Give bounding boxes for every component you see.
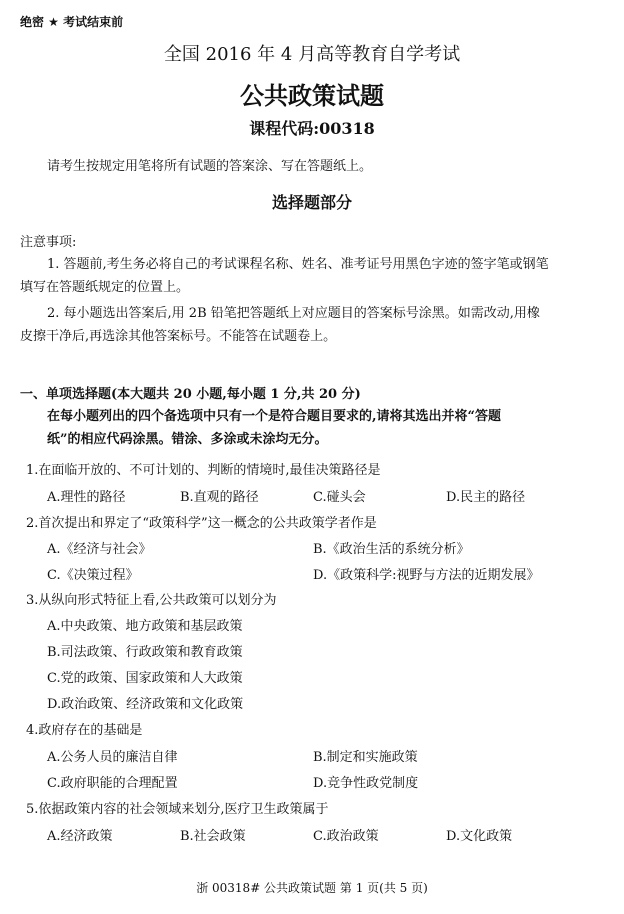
question-5-stem: 5.依据政策内容的社会领域来划分,医疗卫生政策属于 xyxy=(26,802,329,817)
part-one-desc: 在每小题列出的四个备选项中只有一个是符合题目要求的,请将其选出并将“答题 xyxy=(47,409,502,424)
question-1-option-a: A.理性的路径 xyxy=(47,490,126,505)
question-5-option-d: D.文化政策 xyxy=(446,829,513,844)
question-3-stem: 3.从纵向形式特征上看,公共政策可以划分为 xyxy=(26,593,277,608)
question-2-stem: 2.首次提出和界定了“政策科学”这一概念的公共政策学者作是 xyxy=(26,516,377,531)
question-1-stem: 1.在面临开放的、不可计划的、判断的情境时,最佳决策路径是 xyxy=(26,463,381,478)
secret-mark: 绝密 ★ 考试结束前 xyxy=(20,15,124,29)
question-5-option-a: A.经济政策 xyxy=(47,829,113,844)
course-code: 课程代码:00318 xyxy=(249,119,375,138)
subject-title: 公共政策试题 xyxy=(240,81,384,110)
page-footer: 浙 00318# 公共政策试题 第 1 页(共 5 页) xyxy=(196,881,428,895)
question-2-option-c: C.《决策过程》 xyxy=(47,568,139,583)
instruction: 请考生按规定用笔将所有试题的答案涂、写在答题纸上。 xyxy=(47,159,373,174)
question-5-option-b: B.社会政策 xyxy=(180,829,246,844)
question-4-stem: 4.政府存在的基础是 xyxy=(26,723,143,738)
question-1-option-b: B.直观的路径 xyxy=(180,490,259,505)
question-1-option-d: D.民主的路径 xyxy=(446,490,526,505)
question-4-option-a: A.公务人员的廉洁自律 xyxy=(47,750,178,765)
part-one-desc-cont: 纸”的相应代码涂黑。错涂、多涂或未涂均无分。 xyxy=(47,432,328,447)
note-item-2: 2. 每小题选出答案后,用 2B 铅笔把答题纸上对应题目的答案标号涂黑。如需改动,用橡 xyxy=(47,306,540,321)
notes-heading: 注意事项: xyxy=(20,235,77,250)
section-heading: 选择题部分 xyxy=(271,193,352,212)
question-4-option-b: B.制定和实施政策 xyxy=(313,750,418,765)
question-2-option-d: D.《政策科学:视野与方法的近期发展》 xyxy=(313,568,540,583)
note-item-1-cont: 填写在答题纸规定的位置上。 xyxy=(20,280,190,295)
exam-title: 全国 2016 年 4 月高等教育自学考试 xyxy=(163,44,461,65)
question-3-option-d: D.政治政策、经济政策和文化政策 xyxy=(47,697,244,712)
question-2-option-b: B.《政治生活的系统分析》 xyxy=(313,542,470,557)
note-item-2-cont: 皮擦干净后,再选涂其他答案标号。不能答在试题卷上。 xyxy=(20,329,337,344)
part-one-heading: 一、单项选择题(本大题共 20 小题,每小题 1 分,共 20 分) xyxy=(20,387,361,402)
question-3-option-a: A.中央政策、地方政策和基层政策 xyxy=(47,619,243,634)
question-2-option-a: A.《经济与社会》 xyxy=(47,542,152,557)
note-item-1: 1. 答题前,考生务必将自己的考试课程名称、姓名、准考证号用黑色字迹的签字笔或钢笔 xyxy=(47,257,549,272)
question-4-option-c: C.政府职能的合理配置 xyxy=(47,776,178,791)
question-5-option-c: C.政治政策 xyxy=(313,829,379,844)
question-3-option-b: B.司法政策、行政政策和教育政策 xyxy=(47,645,243,660)
question-4-option-d: D.竞争性政党制度 xyxy=(313,776,419,791)
question-3-option-c: C.党的政策、国家政策和人大政策 xyxy=(47,671,243,686)
question-1-option-c: C.碰头会 xyxy=(313,490,366,505)
